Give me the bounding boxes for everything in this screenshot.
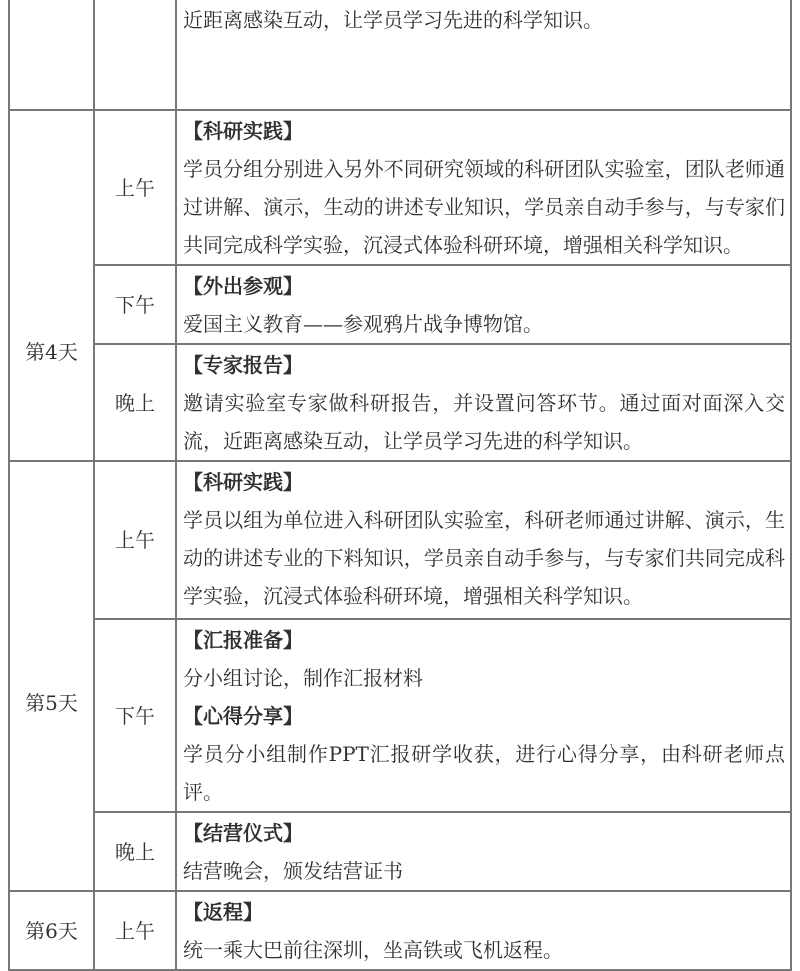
- table-row: [9, 461, 791, 619]
- activity-description: 学员分小组制作PPT汇报研学收获，进行心得分享，由科研老师点评。: [183, 742, 785, 804]
- table-row: [9, 619, 791, 812]
- table-row: [9, 891, 791, 970]
- activity-heading: 【心得分享】: [183, 704, 303, 728]
- content-cell: [176, 0, 791, 110]
- activity-heading: 【返程】: [183, 900, 263, 924]
- activity-heading: 【汇报准备】: [183, 628, 303, 652]
- day-cell: [9, 0, 94, 110]
- day-label: 第5天: [25, 691, 78, 715]
- content-cell: [176, 461, 791, 619]
- day-label: 第6天: [25, 918, 78, 943]
- time-cell: [94, 0, 176, 110]
- time-cell: [94, 619, 176, 812]
- activity-description: 统一乘大巴前往深圳，坐高铁或飞机返程。: [183, 938, 563, 962]
- time-label: 上午: [115, 175, 155, 200]
- content-cell: [176, 891, 791, 970]
- activity-description: 学员分组分别进入另外不同研究领域的科研团队实验室，团队老师通过讲解、演示，生动的讲述专业知识，学员亲自动手参与，与专家们共同完成科学实验，沉浸式体验科研环境，增强相关科学知识。: [183, 157, 785, 257]
- time-label: 下午: [115, 292, 155, 317]
- time-cell: [94, 891, 176, 970]
- time-cell: [94, 812, 176, 891]
- table-row: [9, 0, 791, 110]
- day-label: 第4天: [25, 340, 78, 364]
- activity-description: 结营晚会，颁发结营证书: [183, 859, 403, 883]
- activity-description: 分小组讨论，制作汇报材料: [183, 666, 423, 690]
- content-cell: [176, 265, 791, 344]
- time-label: 晚上: [115, 839, 155, 864]
- time-label: 上午: [115, 528, 155, 552]
- time-cell: [94, 265, 176, 344]
- activity-heading: 【结营仪式】: [183, 821, 303, 845]
- content-cell: [176, 344, 791, 461]
- content-cell: [176, 619, 791, 812]
- time-label: 上午: [115, 918, 155, 943]
- time-label: 下午: [115, 703, 155, 728]
- activity-heading: 【科研实践】: [183, 470, 303, 494]
- time-cell: [94, 110, 176, 265]
- table-row: [9, 344, 791, 461]
- table-row: [9, 110, 791, 265]
- activity-description: 学员以组为单位进入科研团队实验室，科研老师通过讲解、演示，生动的讲述专业的下料知识，学员亲自动手参与，与专家们共同完成科学实验，沉浸式体验科研环境，增强相关科学知识。: [183, 508, 785, 608]
- activity-description: 爱国主义教育——参观鸦片战争博物馆。: [183, 312, 543, 336]
- schedule-table: [8, 0, 792, 971]
- schedule-table-body: [9, 0, 791, 970]
- time-cell: [94, 344, 176, 461]
- day-cell: [9, 891, 94, 970]
- activity-description: 邀请实验室专家做科研报告，并设置问答环节。通过面对面深入交流，近距离感染互动，让学员学习先进的科学知识。: [183, 391, 785, 453]
- activity-heading: 【专家报告】: [183, 353, 303, 377]
- activity-heading: 【外出参观】: [183, 274, 303, 298]
- time-cell: [94, 461, 176, 619]
- activity-description: 近距离感染互动，让学员学习先进的科学知识。: [183, 8, 603, 32]
- content-cell: [176, 812, 791, 891]
- day-cell: [9, 110, 94, 461]
- time-label: 晚上: [115, 390, 155, 415]
- day-cell: [9, 461, 94, 891]
- table-row: [9, 812, 791, 891]
- table-row: [9, 265, 791, 344]
- content-cell: [176, 110, 791, 265]
- activity-heading: 【科研实践】: [183, 119, 303, 143]
